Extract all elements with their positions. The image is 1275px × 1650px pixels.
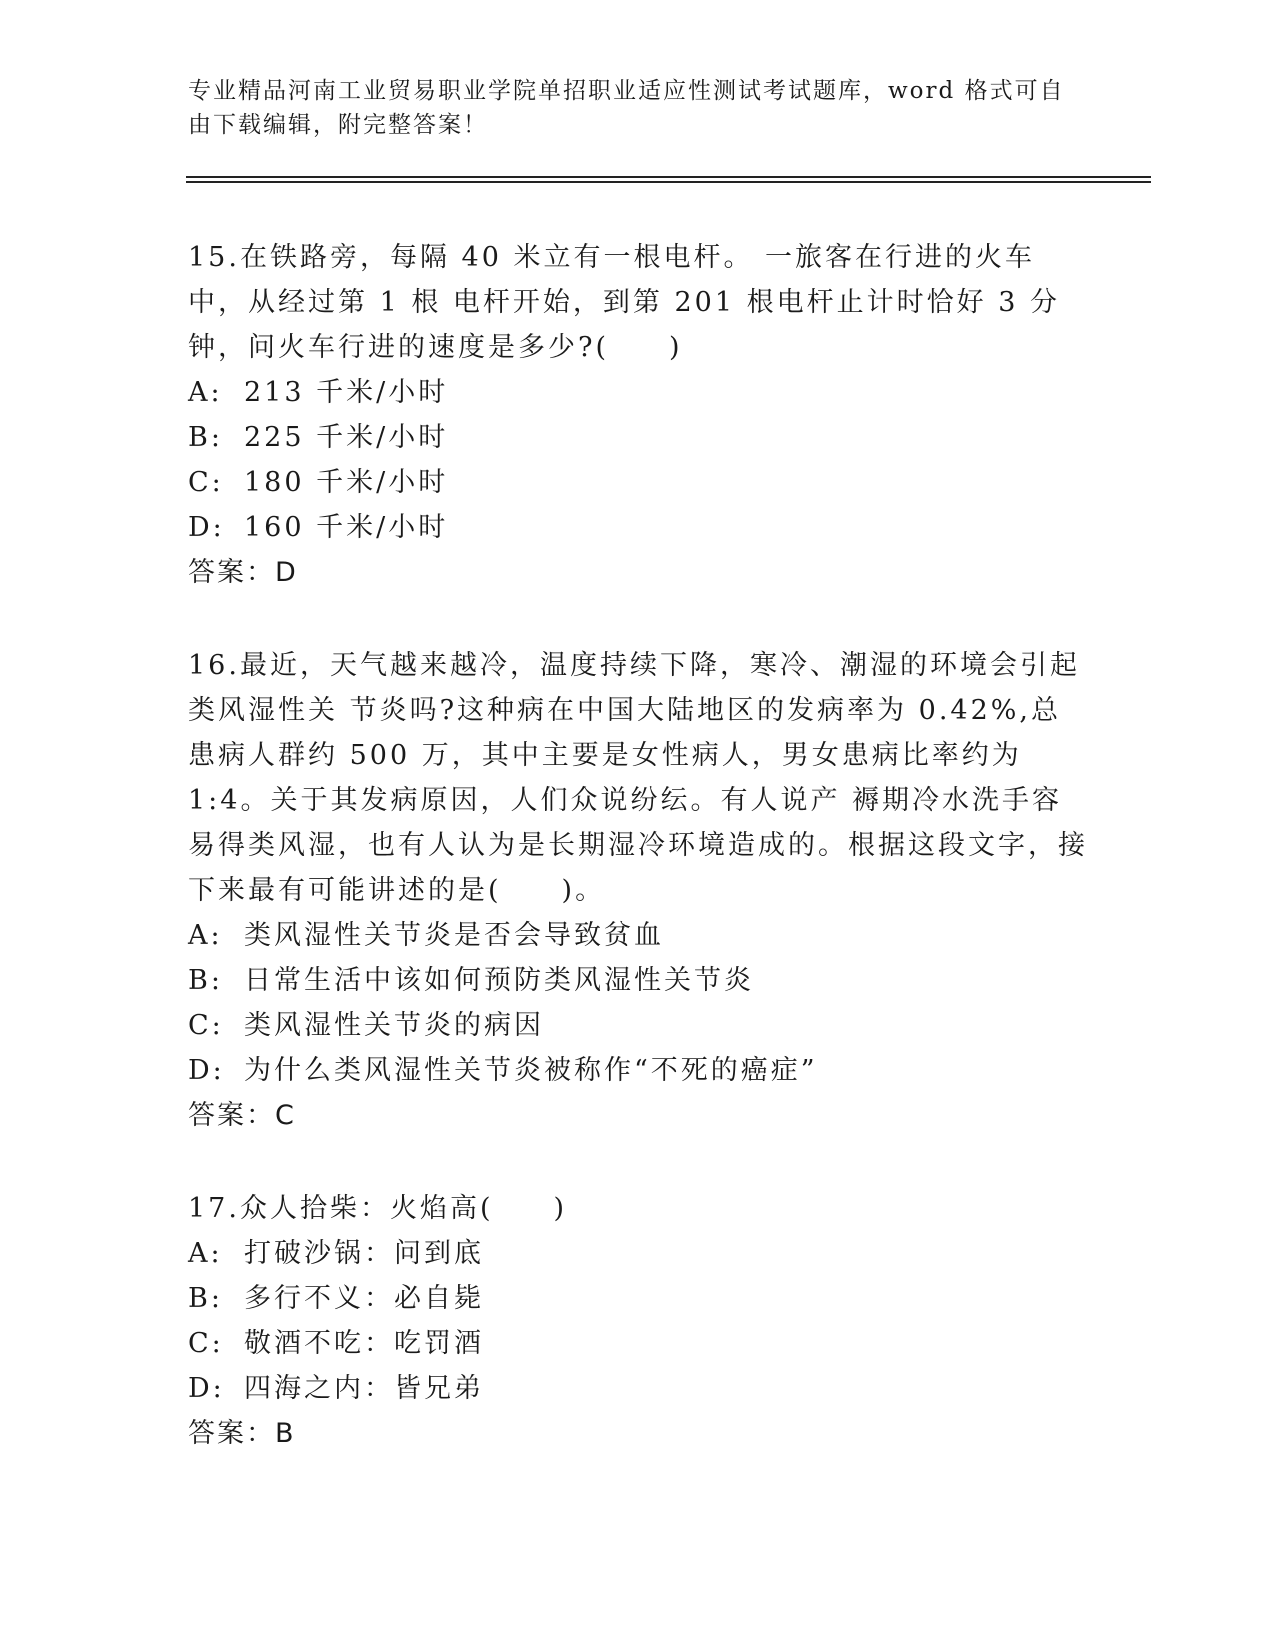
option-d [188,505,1088,550]
option-b [188,415,1088,460]
option-letter: A: [188,920,223,951]
option-letter: C: [188,467,224,498]
option-text: 为什么类风湿性关节炎被称作“不死的癌症” [244,1055,818,1086]
header-divider-bottom [186,181,1151,183]
option-text: 类风湿性关节炎是否会导致贫血 [244,920,664,951]
question-15 [188,235,1088,595]
question-stem: 15.在铁路旁，每隔 40 米立有一根电杆。 一旅客在行进的火车中，从经过第 1 根 电杆开始，到第 201 根电杆止计时恰好 3 分钟，问火车行进的速度是多少?( ) [188,242,1060,363]
option-text: 213 千米/小时 [244,377,449,408]
option-c [188,1321,1088,1366]
option-text: 225 千米/小时 [244,422,449,453]
question-stem: 16.最近，天气越来越冷，温度持续下降，寒冷、潮湿的环境会引起类风湿性关 节炎吗?这种病在中国大陆地区的发病率为 0.42%,总患病人群约 500 万，其中主要是女性病人，男女患病比率约为 1:4。关于其发病原因，人们众说纷纭。有人说产 褥期冷水洗手容易得类风湿，也有人认为是长期湿冷环境造成的。根据这段文字，接下来最有可能讲述的是( )。 [188,650,1088,906]
option-a [188,1231,1088,1276]
option-letter: D: [188,1373,225,1404]
answer-line: 答案：D [188,557,298,588]
option-letter: A: [188,1238,223,1269]
option-d [188,1048,1088,1093]
option-letter: B: [188,1283,223,1314]
option-text: 多行不义：必自毙 [244,1283,484,1314]
option-letter: C: [188,1010,224,1041]
option-letter: A: [188,377,223,408]
question-stem: 17.众人拾柴：火焰高( ) [188,1193,568,1224]
answer-line: 答案：C [188,1100,296,1131]
option-letter: C: [188,1328,224,1359]
header-divider-top [186,176,1151,178]
answer-line: 答案：B [188,1418,296,1449]
option-letter: D: [188,512,225,543]
option-text: 类风湿性关节炎的病因 [244,1010,544,1041]
option-letter: B: [188,965,223,996]
option-d [188,1366,1088,1411]
option-c [188,460,1088,505]
option-text: 打破沙锅：问到底 [244,1238,484,1269]
option-text: 180 千米/小时 [244,467,449,498]
option-b [188,1276,1088,1321]
question-17 [188,1186,1088,1456]
option-b [188,958,1088,1003]
option-text: 敬酒不吃：吃罚酒 [244,1328,484,1359]
option-c [188,1003,1088,1048]
option-letter: B: [188,422,223,453]
option-text: 四海之内：皆兄弟 [244,1373,484,1404]
option-text: 日常生活中该如何预防类风湿性关节炎 [244,965,754,996]
document-header: 专业精品河南工业贸易职业学院单招职业适应性测试考试题库，word 格式可自由下载编辑，附完整答案！ [188,78,1065,138]
option-a [188,913,1088,958]
option-letter: D: [188,1055,225,1086]
question-16 [188,643,1088,1138]
option-text: 160 千米/小时 [244,512,449,543]
option-a [188,370,1088,415]
